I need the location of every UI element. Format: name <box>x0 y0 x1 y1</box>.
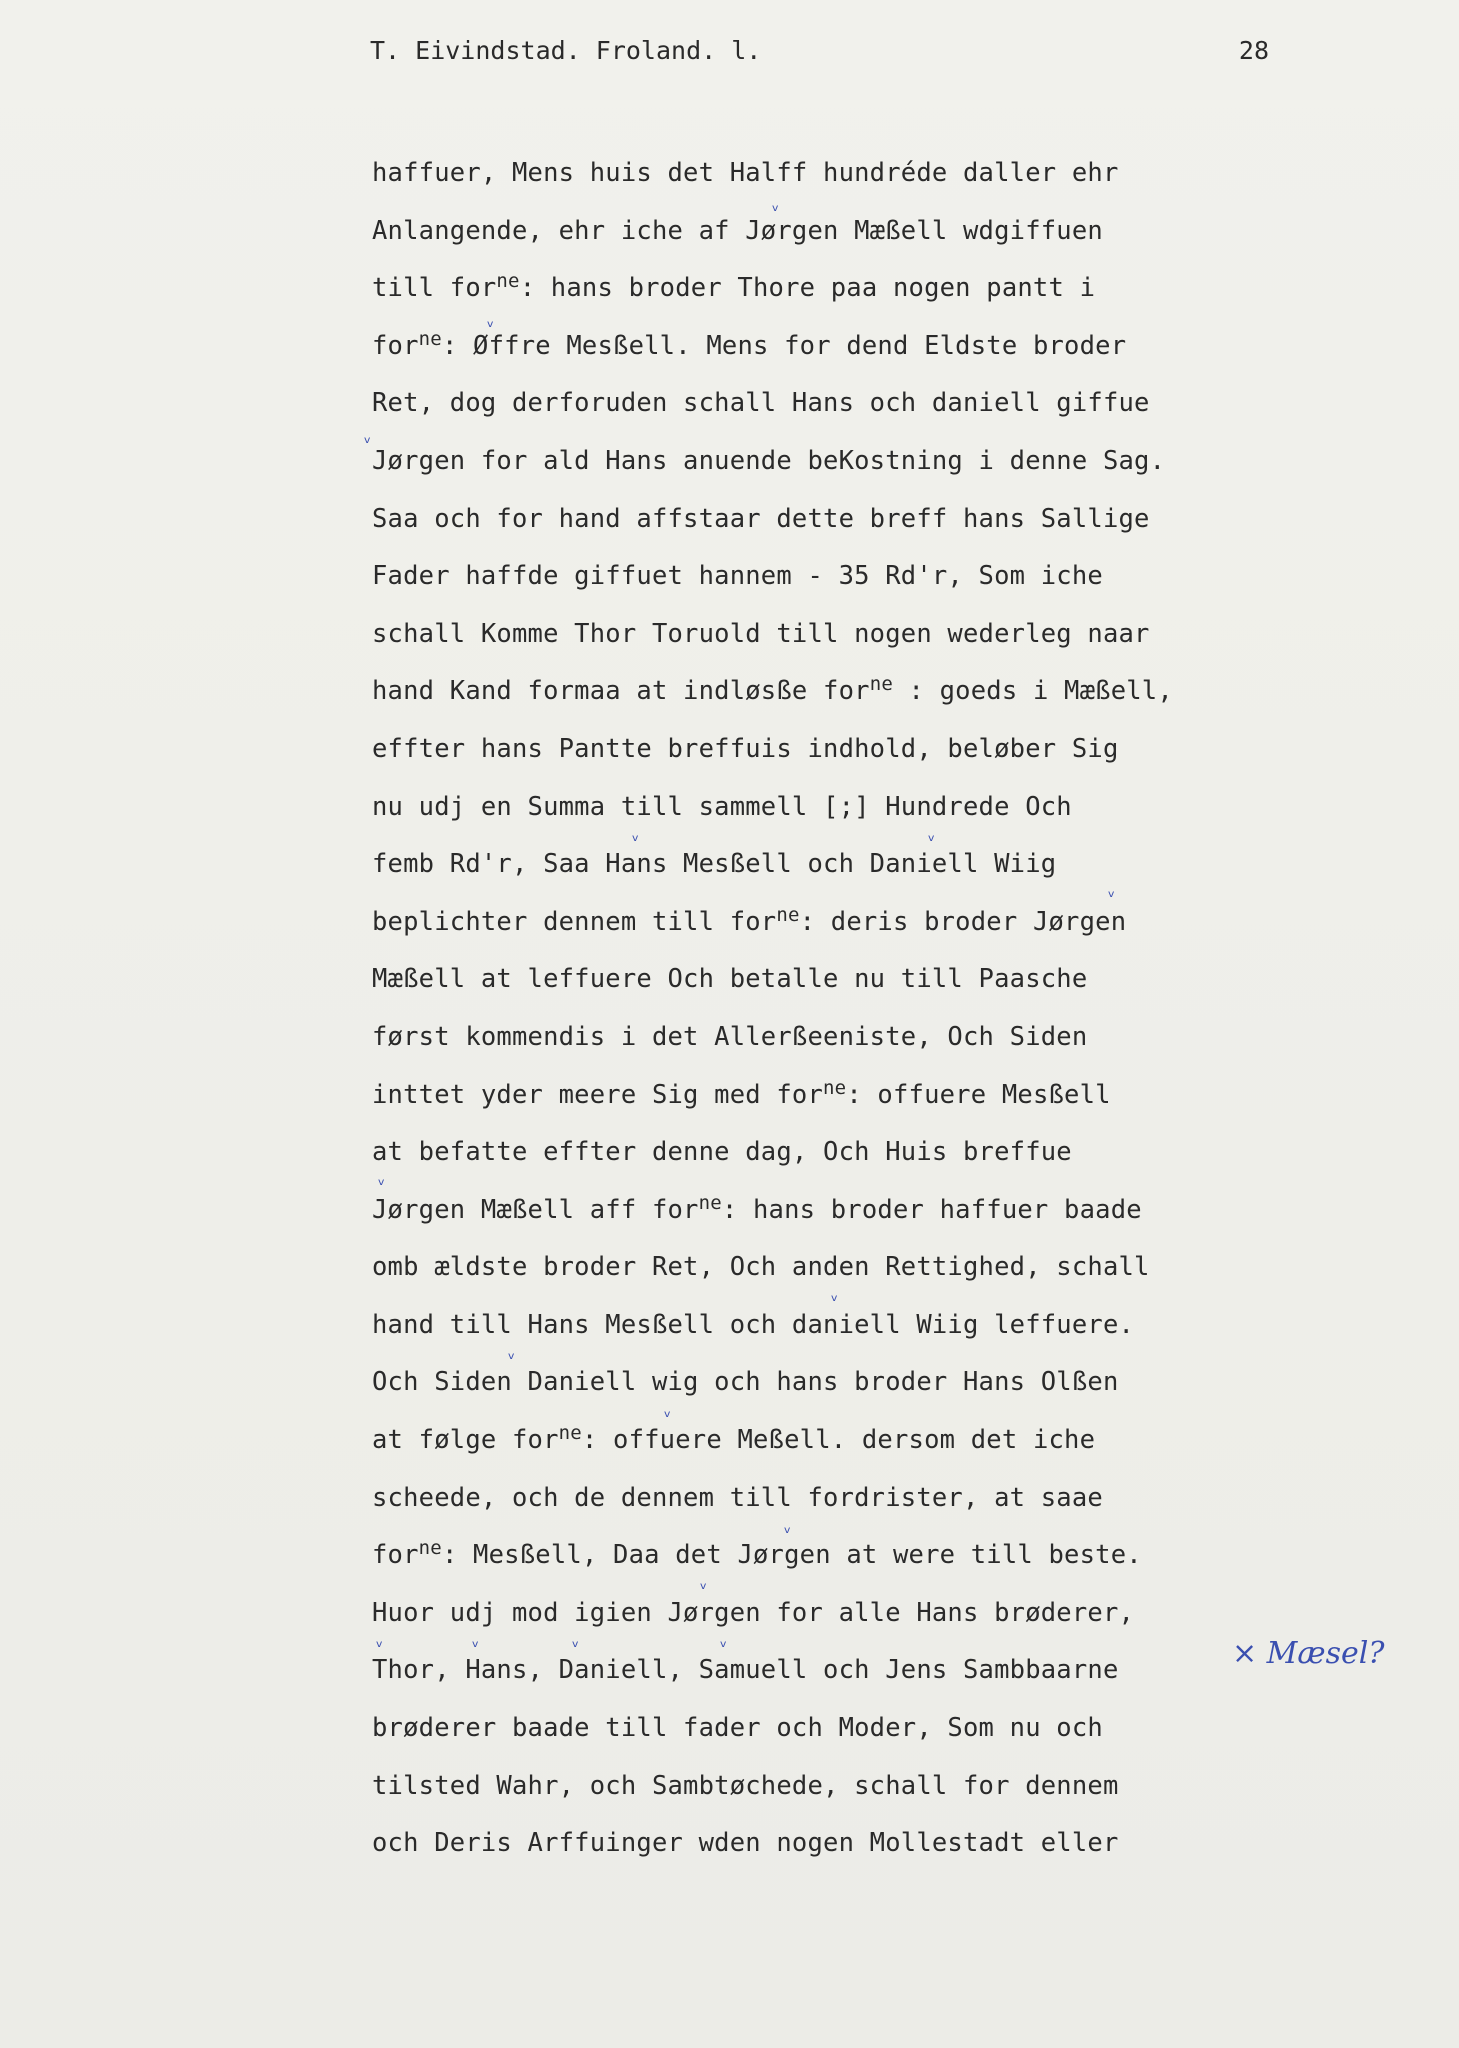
line-text: effter hans Pantte breffuis indhold, beløber Sig <box>372 733 1119 764</box>
line-text: at befatte effter denne dag, Och Huis breffue <box>372 1137 1072 1168</box>
superscript: ne <box>418 1537 442 1560</box>
text-line <box>372 433 1272 491</box>
check-mark-icon: ᵥ <box>378 1170 386 1190</box>
superscript: ne <box>496 270 520 293</box>
line-text: tilsted Wahr, och Sambtøchede, schall for dennem <box>372 1770 1119 1801</box>
check-mark-icon: ᵥ <box>472 1632 480 1652</box>
text-line <box>372 779 1272 837</box>
text-line <box>372 1700 1272 1758</box>
check-mark-icon: ᵥ <box>508 1344 516 1364</box>
text-line <box>372 1239 1272 1297</box>
text-line <box>372 145 1272 203</box>
superscript: ne <box>869 673 893 696</box>
line-text: Och Siden Daniell wig och hans broder Hans Olßen <box>372 1367 1119 1398</box>
text-line <box>372 663 1272 721</box>
check-mark-icon: ᵥ <box>772 196 780 216</box>
text-line <box>372 375 1272 433</box>
text-line <box>372 836 1272 894</box>
text-line <box>372 951 1272 1009</box>
page-number: 28 <box>1238 36 1269 65</box>
check-mark-icon: ᵥ <box>572 1632 580 1652</box>
line-text: nu udj en Summa till sammell [;] Hundrede Och <box>372 791 1072 822</box>
line-text: : offuere Mesßell <box>846 1079 1111 1110</box>
line-text: haffuer, Mens huis det Halff hundréde daller ehr <box>372 158 1119 188</box>
text-line <box>372 1470 1272 1528</box>
check-mark-icon: ᵥ <box>720 1632 728 1652</box>
line-text: inttet yder meere Sig med for <box>372 1079 824 1110</box>
text-line <box>372 1124 1272 1182</box>
superscript: ne <box>823 1076 847 1099</box>
line-text: Anlangende, ehr iche af Jørgen Mæßell wdgiffuen <box>372 215 1103 246</box>
line-text: Jørgen for ald Hans anuende beKostning i denne Sag. <box>372 445 1166 476</box>
check-mark-icon: ᵥ <box>364 428 372 448</box>
line-text: : offuere Meßell. dersom det iche <box>581 1425 1096 1456</box>
running-title: T. Eivindstad. Froland. l. <box>370 36 762 65</box>
line-text: : Mesßell, Daa det Jørgen at were till beste. <box>441 1540 1142 1571</box>
line-text: femb Rd'r, Saa Hans Mesßell och Daniell Wiig <box>372 849 1057 880</box>
text-line <box>372 548 1272 606</box>
line-text: : goeds i Mæßell, <box>892 676 1173 707</box>
check-mark-icon: ᵥ <box>376 1632 384 1652</box>
text-line <box>372 721 1272 779</box>
line-text: och Deris Arffuinger wden nogen Mollestadt eller <box>372 1828 1119 1859</box>
line-text: Ret, dog derforuden schall Hans och daniell giffue <box>372 388 1150 419</box>
margin-annotation: × Mæsel? <box>1232 1636 1385 1671</box>
check-mark-icon: ᵥ <box>784 1518 792 1538</box>
line-text: omb ældste broder Ret, Och anden Rettighed, schall <box>372 1252 1150 1283</box>
line-text: Huor udj mod igien Jørgen for alle Hans brøderer, <box>372 1597 1135 1628</box>
line-text: for <box>372 1540 419 1571</box>
text-line <box>372 1182 1272 1240</box>
line-text: beplichter dennem till for <box>372 906 777 937</box>
text-line <box>372 203 1272 261</box>
line-text: Jørgen Mæßell aff for <box>372 1194 699 1225</box>
text-line <box>372 894 1272 952</box>
text-line <box>372 491 1272 549</box>
page-header <box>370 36 1269 65</box>
line-text: for <box>372 330 419 361</box>
superscript: ne <box>418 327 442 350</box>
line-text: : hans broder Thore paa nogen pantt i <box>519 273 1096 304</box>
check-mark-icon: ᵥ <box>632 826 640 846</box>
check-mark-icon: ᵥ <box>928 826 936 846</box>
line-text: Saa och for hand affstaar dette breff hans Sallige <box>372 503 1150 534</box>
line-text: brøderer baade till fader och Moder, Som nu och <box>372 1713 1103 1744</box>
line-text: først kommendis i det Allerßeeniste, Och Siden <box>372 1021 1088 1052</box>
transcription-body <box>372 145 1272 1873</box>
line-text: Fader haffde giffuet hannem - 35 Rd'r, Som iche <box>372 561 1103 592</box>
text-line <box>372 1067 1272 1125</box>
line-text: Thor, Hans, Daniell, Samuell och Jens Sambbaarne <box>372 1655 1119 1686</box>
line-text: schall Komme Thor Toruold till nogen wederleg naar <box>372 618 1150 649</box>
line-text: : Øffre Mesßell. Mens for dend Eldste broder <box>441 330 1127 361</box>
text-line <box>372 606 1272 664</box>
line-text: scheede, och de dennem till fordrister, at saae <box>372 1482 1103 1513</box>
superscript: ne <box>558 1422 582 1445</box>
line-text: at følge for <box>372 1425 559 1456</box>
check-mark-icon: ᵥ <box>831 1286 839 1306</box>
text-line <box>372 1815 1272 1873</box>
text-line <box>372 1354 1272 1412</box>
text-line <box>372 1297 1272 1355</box>
text-line <box>372 1527 1272 1585</box>
text-line <box>372 1412 1272 1470</box>
superscript: ne <box>776 903 800 926</box>
text-line <box>372 260 1272 318</box>
text-line <box>372 1009 1272 1067</box>
line-text: Mæßell at leffuere Och betalle nu till Paasche <box>372 964 1088 995</box>
line-text: till for <box>372 273 497 304</box>
line-text: : deris broder Jørgen <box>799 906 1127 937</box>
line-text: hand till Hans Mesßell och daniell Wiig leffuere. <box>372 1309 1135 1340</box>
text-line <box>372 1585 1272 1643</box>
text-line <box>372 318 1272 376</box>
line-text: hand Kand formaa at indløsße for <box>372 676 870 707</box>
check-mark-icon: ᵥ <box>664 1402 672 1422</box>
text-line <box>372 1758 1272 1816</box>
check-mark-icon: ᵥ <box>487 312 495 332</box>
line-text: : hans broder haffuer baade <box>721 1194 1142 1225</box>
text-line <box>372 1642 1272 1700</box>
check-mark-icon: ᵥ <box>700 1574 708 1594</box>
check-mark-icon: ᵥ <box>1108 882 1116 902</box>
superscript: ne <box>698 1191 722 1214</box>
